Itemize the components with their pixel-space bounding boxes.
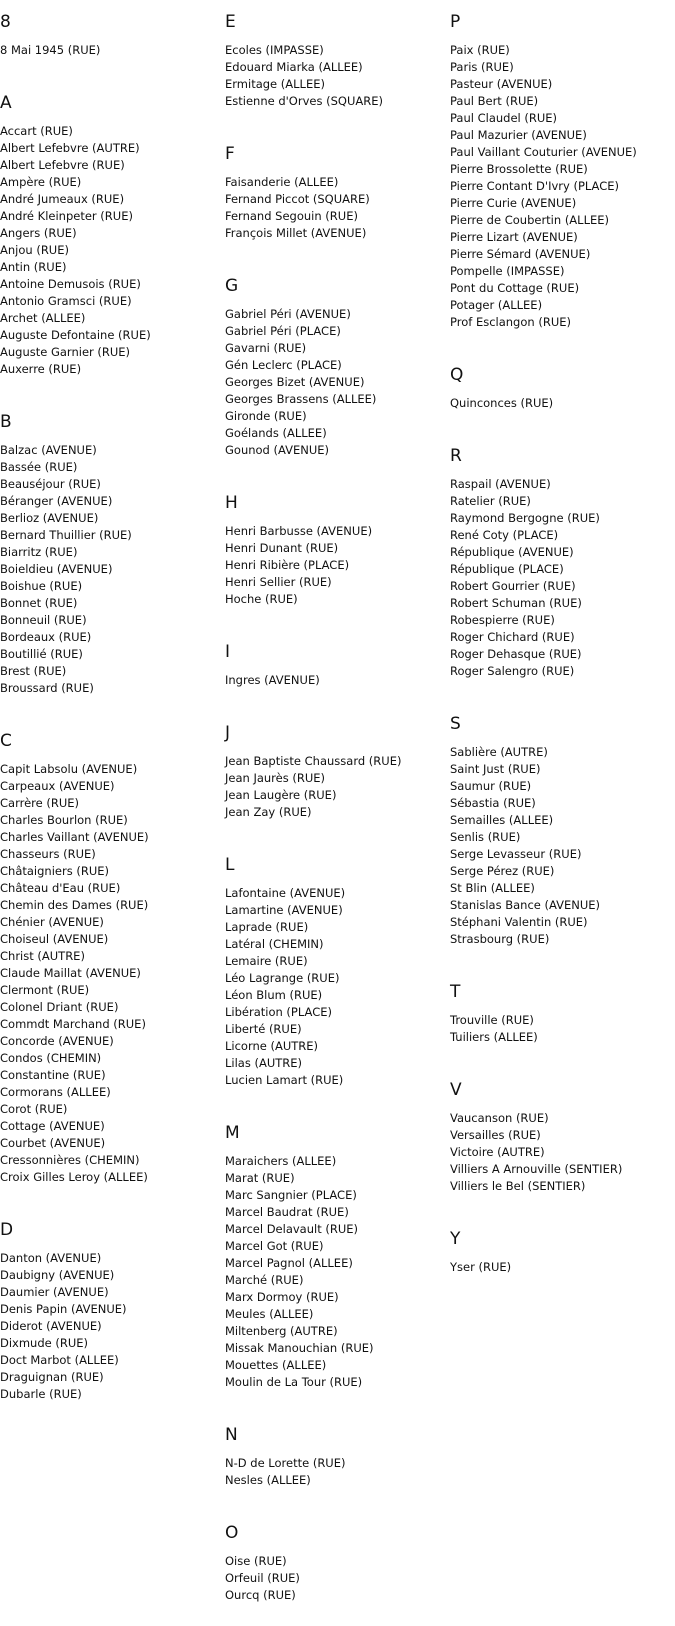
street-entry: Commdt Marchand (RUE) (0, 1017, 146, 1031)
street-entry: Jean Laugère (RUE) (225, 788, 337, 802)
street-entry: Gironde (RUE) (225, 409, 307, 423)
street-entry: Marcel Got (RUE) (225, 1239, 324, 1253)
street-list (450, 734, 675, 948)
street-entry: Ecoles (IMPASSE) (225, 43, 324, 57)
section-spacer (450, 1046, 675, 1068)
section-spacer (225, 1604, 450, 1626)
street-entry: Latéral (CHEMIN) (225, 937, 324, 951)
street-entry: René Coty (PLACE) (450, 528, 559, 542)
letter-section (450, 0, 675, 353)
section-spacer (225, 1391, 450, 1413)
street-entry: Semailles (ALLEE) (450, 813, 554, 827)
street-entry: André Kleinpeter (RUE) (0, 209, 133, 223)
street-entry: Dubarle (RUE) (0, 1387, 82, 1401)
section-letter-heading: A (0, 93, 12, 113)
street-entry: Gabriel Péri (AVENUE) (225, 307, 351, 321)
section-letter-heading: Q (450, 365, 464, 385)
street-entry: Prof Esclangon (RUE) (450, 315, 571, 329)
street-entry: Boutillié (RUE) (0, 647, 83, 661)
street-list (0, 432, 225, 697)
letter-section (225, 1511, 450, 1626)
street-entry: Broussard (RUE) (0, 681, 94, 695)
section-spacer (0, 378, 225, 400)
street-entry: Pasteur (AVENUE) (450, 77, 553, 91)
street-entry: Saint Just (RUE) (450, 762, 541, 776)
street-entry: Henri Barbusse (AVENUE) (225, 524, 373, 538)
street-entry: Concorde (AVENUE) (0, 1034, 114, 1048)
street-entry: Oise (RUE) (225, 1554, 287, 1568)
section-letter-heading: O (225, 1523, 239, 1543)
street-entry: Berlioz (AVENUE) (0, 511, 99, 525)
section-spacer (225, 689, 450, 711)
index-column-3 (450, 0, 675, 1298)
street-entry: Marcel Pagnol (ALLEE) (225, 1256, 353, 1270)
street-entry: Anjou (RUE) (0, 243, 69, 257)
street-entry: Paul Bert (RUE) (450, 94, 539, 108)
street-entry: Robert Gourrier (RUE) (450, 579, 576, 593)
section-spacer (225, 1489, 450, 1511)
street-entry: Pierre Contant D'Ivry (PLACE) (450, 179, 619, 193)
street-list (225, 32, 450, 110)
street-entry: Albert Lefebvre (RUE) (0, 158, 125, 172)
street-entry: Bonneuil (RUE) (0, 613, 87, 627)
street-entry: Hoche (RUE) (225, 592, 298, 606)
section-spacer (450, 331, 675, 353)
street-entry: Boieldieu (AVENUE) (0, 562, 113, 576)
street-entry: Meules (ALLEE) (225, 1307, 314, 1321)
street-list (225, 1143, 450, 1391)
section-letter-heading: D (0, 1220, 14, 1240)
street-list (225, 1543, 450, 1604)
section-letter-heading: E (225, 12, 236, 32)
street-entry: Dixmude (RUE) (0, 1336, 89, 1350)
street-list (0, 1240, 225, 1403)
section-letter-heading: I (225, 642, 231, 662)
section-letter-heading: L (225, 855, 235, 875)
letter-section (225, 132, 450, 264)
section-spacer (450, 1195, 675, 1217)
section-letter-heading: V (450, 1080, 462, 1100)
street-entry: Clermont (RUE) (0, 983, 90, 997)
street-entry: Lilas (AUTRE) (225, 1056, 303, 1070)
street-entry: Paul Mazurier (AVENUE) (450, 128, 587, 142)
street-entry: Raspail (AVENUE) (450, 477, 551, 491)
street-entry: Antin (RUE) (0, 260, 67, 274)
section-spacer (225, 608, 450, 630)
index-column-2 (225, 0, 450, 1626)
street-entry: Biarritz (RUE) (0, 545, 78, 559)
index-column-1 (0, 0, 225, 1425)
section-letter-heading: F (225, 144, 235, 164)
street-entry: Corot (RUE) (0, 1102, 68, 1116)
street-entry: Lucien Lamart (RUE) (225, 1073, 344, 1087)
street-entry: Lamartine (AVENUE) (225, 903, 343, 917)
street-list (450, 385, 675, 412)
street-entry: Pierre de Coubertin (ALLEE) (450, 213, 610, 227)
street-entry: Albert Lefebvre (AUTRE) (0, 141, 140, 155)
street-entry: Châtaigniers (RUE) (0, 864, 109, 878)
street-entry: Gén Leclerc (PLACE) (225, 358, 342, 372)
street-entry: Maraichers (ALLEE) (225, 1154, 337, 1168)
street-entry: Ermitage (ALLEE) (225, 77, 325, 91)
letter-section (225, 264, 450, 481)
street-entry: Stéphani Valentin (RUE) (450, 915, 588, 929)
street-entry: Ingres (AVENUE) (225, 673, 320, 687)
street-entry: Vaucanson (RUE) (450, 1111, 549, 1125)
street-list (0, 751, 225, 1186)
street-entry: François Millet (AVENUE) (225, 226, 367, 240)
street-entry: Senlis (RUE) (450, 830, 521, 844)
street-entry: Marcel Delavault (RUE) (225, 1222, 359, 1236)
street-entry: Paul Claudel (RUE) (450, 111, 558, 125)
street-entry: Henri Ribière (PLACE) (225, 558, 350, 572)
street-entry: Yser (RUE) (450, 1260, 512, 1274)
street-list (450, 1002, 675, 1046)
letter-section (450, 1068, 675, 1217)
street-entry: Tuiliers (ALLEE) (450, 1030, 538, 1044)
street-entry: Archet (ALLEE) (0, 311, 86, 325)
street-entry: Boishue (RUE) (0, 579, 83, 593)
section-spacer (225, 1089, 450, 1111)
section-letter-heading: C (0, 731, 12, 751)
street-entry: André Jumeaux (RUE) (0, 192, 125, 206)
letter-section (450, 353, 675, 434)
section-spacer (225, 242, 450, 264)
street-entry: Pierre Curie (AVENUE) (450, 196, 577, 210)
section-spacer (0, 59, 225, 81)
street-entry: Gounod (AVENUE) (225, 443, 330, 457)
letter-section (0, 719, 225, 1208)
street-entry: Paris (RUE) (450, 60, 514, 74)
street-entry: Daubigny (AVENUE) (0, 1268, 115, 1282)
street-entry: Auguste Garnier (RUE) (0, 345, 131, 359)
letter-section (0, 1208, 225, 1425)
street-entry: Auxerre (RUE) (0, 362, 82, 376)
street-entry: Marat (RUE) (225, 1171, 295, 1185)
section-letter-heading: J (225, 723, 231, 743)
street-entry: 8 Mai 1945 (RUE) (0, 43, 101, 57)
letter-section (450, 434, 675, 702)
street-list (450, 466, 675, 680)
section-letter-heading: 8 (0, 12, 11, 32)
letter-section (225, 1413, 450, 1511)
street-entry: Lafontaine (AVENUE) (225, 886, 346, 900)
street-list (450, 32, 675, 331)
street-list (225, 875, 450, 1089)
letter-section (450, 702, 675, 970)
street-entry: Lemaire (RUE) (225, 954, 308, 968)
street-entry: Sébastia (RUE) (450, 796, 536, 810)
street-entry: Ratelier (RUE) (450, 494, 531, 508)
street-entry: Brest (RUE) (0, 664, 67, 678)
street-entry: Gabriel Péri (PLACE) (225, 324, 341, 338)
street-entry: Laprade (RUE) (225, 920, 309, 934)
street-list (450, 1249, 675, 1276)
street-entry: Potager (ALLEE) (450, 298, 543, 312)
street-entry: Danton (AVENUE) (0, 1251, 102, 1265)
street-entry: Robert Schuman (RUE) (450, 596, 582, 610)
section-spacer (0, 1186, 225, 1208)
street-entry: Bassée (RUE) (0, 460, 78, 474)
section-spacer (0, 697, 225, 719)
street-entry: Chasseurs (RUE) (0, 847, 96, 861)
section-letter-heading: T (450, 982, 461, 1002)
street-entry: Auguste Defontaine (RUE) (0, 328, 151, 342)
street-entry: Charles Vaillant (AVENUE) (0, 830, 149, 844)
street-entry: Condos (CHEMIN) (0, 1051, 102, 1065)
street-entry: Accart (RUE) (0, 124, 73, 138)
section-letter-heading: Y (450, 1229, 461, 1249)
letter-section (225, 843, 450, 1111)
letter-section (0, 400, 225, 719)
street-list (225, 1445, 450, 1489)
street-entry: Quinconces (RUE) (450, 396, 554, 410)
street-entry: Pont du Cottage (RUE) (450, 281, 580, 295)
street-entry: Edouard Miarka (ALLEE) (225, 60, 363, 74)
street-entry: Christ (AUTRE) (0, 949, 85, 963)
street-entry: Villiers A Arnouville (SENTIER) (450, 1162, 623, 1176)
street-entry: Paix (RUE) (450, 43, 510, 57)
street-entry: Carpeaux (AVENUE) (0, 779, 115, 793)
street-entry: Roger Dehasque (RUE) (450, 647, 582, 661)
letter-section (225, 1111, 450, 1413)
section-letter-heading: R (450, 446, 462, 466)
street-entry: Raymond Bergogne (RUE) (450, 511, 600, 525)
section-spacer (225, 821, 450, 843)
street-entry: Jean Baptiste Chaussard (RUE) (225, 754, 402, 768)
street-entry: Constantine (RUE) (0, 1068, 106, 1082)
street-entry: Léo Lagrange (RUE) (225, 971, 340, 985)
street-entry: Fernand Segouin (RUE) (225, 209, 358, 223)
street-entry: Diderot (AVENUE) (0, 1319, 102, 1333)
street-entry: Villiers le Bel (SENTIER) (450, 1179, 586, 1193)
street-entry: Daumier (AVENUE) (0, 1285, 109, 1299)
section-letter-heading: H (225, 493, 238, 513)
street-entry: Capit Labsolu (AVENUE) (0, 762, 138, 776)
street-entry: Serge Levasseur (RUE) (450, 847, 582, 861)
street-entry: République (AVENUE) (450, 545, 574, 559)
street-entry: Roger Salengro (RUE) (450, 664, 575, 678)
street-entry: Doct Marbot (ALLEE) (0, 1353, 119, 1367)
section-letter-heading: M (225, 1123, 240, 1143)
section-letter-heading: N (225, 1425, 238, 1445)
street-entry: Strasbourg (RUE) (450, 932, 550, 946)
street-entry: Cressonnières (CHEMIN) (0, 1153, 140, 1167)
street-entry: Goélands (ALLEE) (225, 426, 327, 440)
street-entry: Beauséjour (RUE) (0, 477, 101, 491)
letter-section (0, 81, 225, 400)
section-spacer (0, 1403, 225, 1425)
street-entry: Balzac (AVENUE) (0, 443, 97, 457)
street-entry: Cormorans (ALLEE) (0, 1085, 111, 1099)
street-entry: Antonio Gramsci (RUE) (0, 294, 132, 308)
section-letter-heading: S (450, 714, 461, 734)
street-entry: Choiseul (AVENUE) (0, 932, 109, 946)
street-entry: Pierre Sémard (AVENUE) (450, 247, 591, 261)
letter-section (225, 630, 450, 711)
street-entry: Roger Chichard (RUE) (450, 630, 575, 644)
street-entry: Georges Bizet (AVENUE) (225, 375, 365, 389)
street-entry: Chemin des Dames (RUE) (0, 898, 149, 912)
street-entry: Serge Pérez (RUE) (450, 864, 555, 878)
street-entry: Antoine Demusois (RUE) (0, 277, 141, 291)
street-entry: N-D de Lorette (RUE) (225, 1456, 346, 1470)
street-entry: Claude Maillat (AVENUE) (0, 966, 141, 980)
street-entry: Saumur (RUE) (450, 779, 532, 793)
street-entry: Miltenberg (AUTRE) (225, 1324, 338, 1338)
section-letter-heading: G (225, 276, 239, 296)
section-spacer (450, 412, 675, 434)
street-list (225, 743, 450, 821)
street-entry: Georges Brassens (ALLEE) (225, 392, 377, 406)
letter-section (225, 711, 450, 843)
street-entry: Missak Manouchian (RUE) (225, 1341, 374, 1355)
street-entry: Licorne (AUTRE) (225, 1039, 319, 1053)
street-entry: Courbet (AVENUE) (0, 1136, 106, 1150)
street-list (0, 32, 225, 59)
street-list (225, 164, 450, 242)
street-entry: Pierre Brossolette (RUE) (450, 162, 588, 176)
street-entry: Orfeuil (RUE) (225, 1571, 300, 1585)
street-entry: Charles Bourlon (RUE) (0, 813, 128, 827)
street-entry: Marché (RUE) (225, 1273, 304, 1287)
street-entry: Fernand Piccot (SQUARE) (225, 192, 370, 206)
street-list (0, 113, 225, 378)
street-entry: Château d'Eau (RUE) (0, 881, 121, 895)
street-entry: République (PLACE) (450, 562, 564, 576)
section-letter-heading: B (0, 412, 12, 432)
street-entry: Ourcq (RUE) (225, 1588, 296, 1602)
street-entry: Robespierre (RUE) (450, 613, 555, 627)
section-letter-heading: P (450, 12, 461, 32)
letter-section (450, 970, 675, 1068)
street-entry: Trouville (RUE) (450, 1013, 534, 1027)
street-entry: Liberté (RUE) (225, 1022, 302, 1036)
street-entry: Marc Sangnier (PLACE) (225, 1188, 357, 1202)
street-entry: Stanislas Bance (AVENUE) (450, 898, 601, 912)
street-entry: Chénier (AVENUE) (0, 915, 104, 929)
street-entry: Henri Sellier (RUE) (225, 575, 332, 589)
street-list (225, 662, 450, 689)
street-entry: Béranger (AVENUE) (0, 494, 113, 508)
street-entry: Gavarni (RUE) (225, 341, 307, 355)
street-entry: Marx Dormoy (RUE) (225, 1290, 339, 1304)
section-spacer (225, 110, 450, 132)
letter-section (450, 1217, 675, 1298)
street-entry: Nesles (ALLEE) (225, 1473, 311, 1487)
street-entry: Croix Gilles Leroy (ALLEE) (0, 1170, 148, 1184)
street-entry: Pierre Lizart (AVENUE) (450, 230, 578, 244)
street-entry: Angers (RUE) (0, 226, 77, 240)
street-entry: Draguignan (RUE) (0, 1370, 104, 1384)
street-entry: Carrère (RUE) (0, 796, 80, 810)
section-spacer (225, 459, 450, 481)
street-entry: Denis Papin (AVENUE) (0, 1302, 127, 1316)
street-entry: Cottage (AVENUE) (0, 1119, 105, 1133)
street-entry: Bordeaux (RUE) (0, 630, 92, 644)
street-entry: Jean Jaurès (RUE) (225, 771, 326, 785)
street-entry: Paul Vaillant Couturier (AVENUE) (450, 145, 637, 159)
letter-section (0, 0, 225, 81)
street-entry: Colonel Driant (RUE) (0, 1000, 119, 1014)
street-entry: Léon Blum (RUE) (225, 988, 323, 1002)
street-entry: Henri Dunant (RUE) (225, 541, 339, 555)
street-entry: Mouettes (ALLEE) (225, 1358, 327, 1372)
street-entry: Bernard Thuillier (RUE) (0, 528, 132, 542)
letter-section (225, 0, 450, 132)
street-entry: Faisanderie (ALLEE) (225, 175, 339, 189)
street-list (225, 296, 450, 459)
street-entry: Estienne d'Orves (SQUARE) (225, 94, 383, 108)
street-entry: Versailles (RUE) (450, 1128, 541, 1142)
street-entry: Marcel Baudrat (RUE) (225, 1205, 349, 1219)
street-entry: Jean Zay (RUE) (225, 805, 312, 819)
section-spacer (450, 1276, 675, 1298)
street-entry: Ampère (RUE) (0, 175, 82, 189)
section-spacer (450, 680, 675, 702)
street-entry: Pompelle (IMPASSE) (450, 264, 565, 278)
street-entry: Bonnet (RUE) (0, 596, 78, 610)
street-entry: Sablière (AUTRE) (450, 745, 548, 759)
street-list (225, 513, 450, 608)
section-spacer (450, 948, 675, 970)
street-list (450, 1100, 675, 1195)
street-entry: Victoire (AUTRE) (450, 1145, 545, 1159)
street-entry: St Blin (ALLEE) (450, 881, 535, 895)
street-entry: Moulin de La Tour (RUE) (225, 1375, 363, 1389)
street-entry: Libération (PLACE) (225, 1005, 332, 1019)
letter-section (225, 481, 450, 630)
